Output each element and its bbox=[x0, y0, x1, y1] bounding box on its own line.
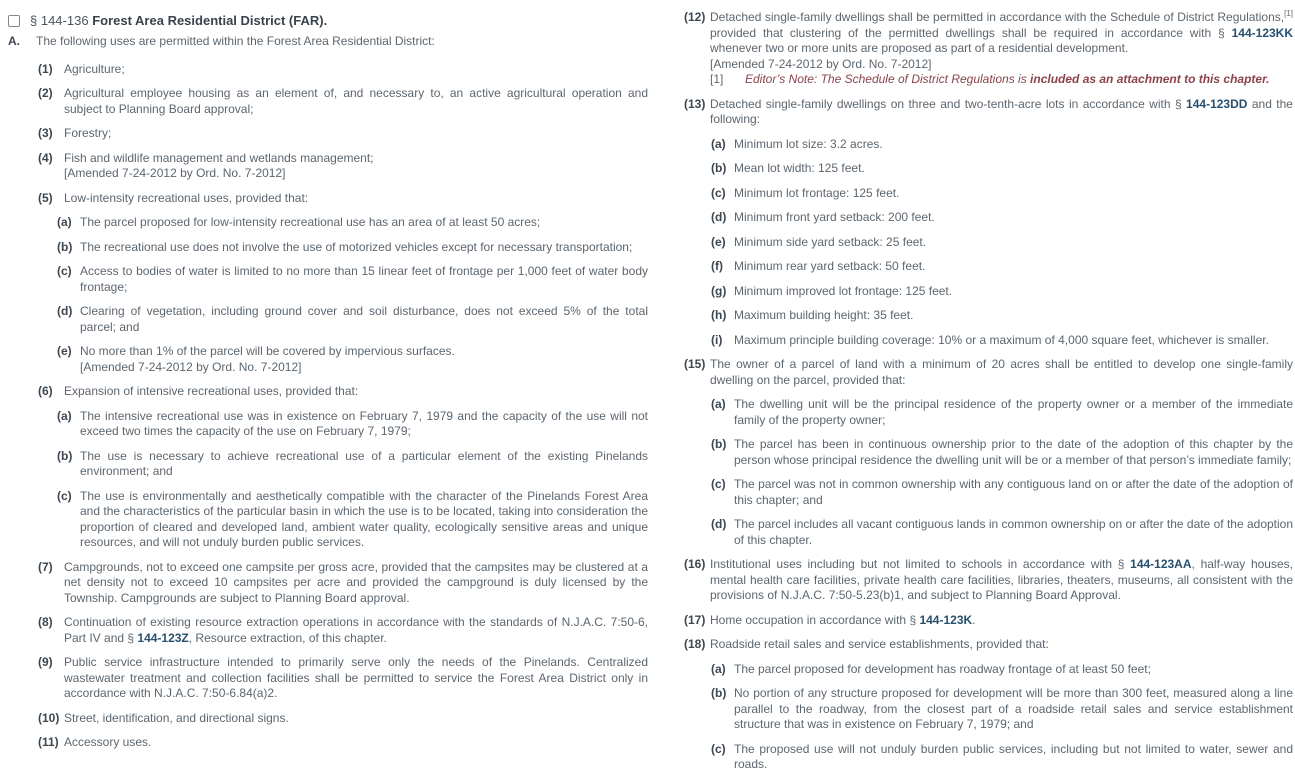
ordinance-subitem-18c bbox=[684, 742, 1293, 773]
section-title-text: Forest Area Residential District (FAR). bbox=[92, 13, 328, 28]
ordinance-subitem-5a bbox=[8, 215, 648, 231]
subitem-number: (b) bbox=[57, 239, 73, 254]
ordinance-subitem-15b bbox=[684, 437, 1293, 468]
ordinance-item-6 bbox=[8, 384, 648, 400]
ordinance-item-16 bbox=[684, 557, 1293, 604]
subitem-text: Maximum principle building coverage: 10% or a maximum of 4,000 square feet, whichever is smaller. bbox=[734, 332, 1269, 347]
item-text: Street, identification, and directional signs. bbox=[64, 710, 289, 725]
ordinance-subitem-13b bbox=[684, 161, 1293, 177]
item-text-part: Detached single-family dwellings shall be permitted in accordance with the Schedule of District Regulations, bbox=[710, 10, 1285, 24]
item-number: (3) bbox=[38, 126, 53, 140]
subitem-text: No more than 1% of the parcel will be covered by impervious surfaces. bbox=[80, 344, 455, 358]
subitem-text: The use is necessary to achieve recreational use of a particular element of the existing Pinelands environment; and bbox=[80, 448, 648, 478]
ordinance-item-4 bbox=[8, 151, 648, 182]
subitem-number: (e) bbox=[711, 234, 726, 249]
item-number: (4) bbox=[38, 150, 53, 165]
left-column bbox=[8, 0, 648, 751]
item-number: (8) bbox=[38, 615, 53, 629]
item-text-part: . bbox=[972, 612, 976, 627]
item-number: (18) bbox=[684, 637, 706, 651]
right-column bbox=[684, 0, 1293, 773]
item-number: (5) bbox=[38, 190, 53, 205]
section-reference-link[interactable]: 144-123KK bbox=[1231, 25, 1293, 40]
subitem-text: The parcel was not in common ownership with any contiguous land on or after the date of the adoption of this chapter; and bbox=[734, 477, 1293, 507]
ordinance-subitem-13f bbox=[684, 259, 1293, 275]
item-text-part: Detached single-family dwellings on three and two-tenth-acre lots in accordance with § bbox=[710, 96, 1187, 111]
subitem-text: The parcel proposed for low-intensity recreational use has an area of at least 50 acres; bbox=[80, 215, 541, 229]
ordinance-subitem-15d bbox=[684, 517, 1293, 548]
item-text: Agriculture; bbox=[64, 61, 125, 76]
subitem-number: (a) bbox=[711, 397, 726, 411]
ordinance-subitem-15c bbox=[684, 477, 1293, 508]
item-text bbox=[710, 557, 1293, 604]
section-header bbox=[8, 13, 648, 28]
editors-note-text bbox=[745, 72, 1269, 88]
item-text bbox=[710, 97, 1293, 128]
subitem-number: (b) bbox=[711, 686, 727, 700]
item-text: Public service infrastructure intended to primarily serve only the needs of the Pinelands. Centralized wastewater treatment and collection facilities shall be permitted to service the Forest Area District only in accordance with N.J.A.C. 7:50-6.84(a)2. bbox=[64, 655, 648, 700]
item-text: Expansion of intensive recreational uses, provided that: bbox=[64, 384, 359, 398]
item-text: Roadside retail sales and service establishments, provided that: bbox=[710, 637, 1049, 651]
ordinance-item-7 bbox=[8, 560, 648, 607]
item-number: (2) bbox=[38, 86, 53, 100]
section-reference-link[interactable]: 144-123AA bbox=[1130, 557, 1192, 571]
ordinance-subitem-13d bbox=[684, 210, 1293, 226]
subitem-number: (c) bbox=[711, 741, 726, 756]
ordinance-subitem-6c bbox=[8, 489, 648, 551]
item-text bbox=[710, 10, 1293, 57]
item-text: Fish and wildlife management and wetlands management; bbox=[64, 150, 374, 165]
ordinance-subitem-5e bbox=[8, 344, 648, 375]
item-number: (12) bbox=[684, 10, 706, 24]
item-number: (16) bbox=[684, 557, 706, 571]
ordinance-item-2 bbox=[8, 86, 648, 117]
subitem-number: (c) bbox=[711, 477, 726, 491]
subitem-number: (b) bbox=[711, 161, 727, 175]
item-text bbox=[710, 613, 1293, 629]
section-title bbox=[30, 13, 327, 28]
item-text: Campgrounds, not to exceed one campsite per gross acre, provided that the campsites may be clustered at a net density not to exceed 10 campsites per acre and provided the campground is duly licensed by the Township. Campgrounds are subject to Planning Board approval. bbox=[64, 559, 648, 605]
subitem-text: Minimum improved lot frontage: 125 feet. bbox=[734, 283, 953, 298]
amended-note: [Amended 7-24-2012 by Ord. No. 7-2012] bbox=[64, 166, 286, 180]
editors-note-text-part: Editor’s Note: The Schedule of District Regulations is bbox=[745, 72, 1031, 86]
subitem-text: Access to bodies of water is limited to no more than 15 linear feet of frontage per 1,000 feet of water body frontage; bbox=[80, 264, 648, 294]
subitem-number: (a) bbox=[57, 215, 72, 229]
ordinance-item-3 bbox=[8, 126, 648, 142]
ordinance-subitem-6a bbox=[8, 409, 648, 440]
subitem-text: No portion of any structure proposed for development will be more than 300 feet, measured along a line parallel to the roadway, from the closest part of a roadside retail sales and service establishment structure that was in existence on February 7, 1979; and bbox=[734, 686, 1293, 731]
subsection-text: The following uses are permitted within the Forest Area Residential District: bbox=[36, 34, 435, 48]
subitem-text: Minimum lot frontage: 125 feet. bbox=[734, 185, 900, 200]
subitem-number: (d) bbox=[57, 304, 73, 318]
ordinance-subitem-18a bbox=[684, 662, 1293, 678]
subitem-number: (i) bbox=[711, 332, 723, 347]
ordinance-subitem-5b bbox=[8, 240, 648, 256]
subitem-text: Minimum rear yard setback: 50 feet. bbox=[734, 259, 926, 273]
ordinance-item-18 bbox=[684, 637, 1293, 653]
ordinance-subitem-18b bbox=[684, 686, 1293, 733]
item-number: (15) bbox=[684, 357, 706, 371]
ordinance-subitem-13g bbox=[684, 284, 1293, 300]
subitem-number: (d) bbox=[711, 517, 727, 531]
subitem-text: Minimum front yard setback: 200 feet. bbox=[734, 210, 935, 224]
item-text: Forestry; bbox=[64, 126, 112, 140]
ordinance-item-12 bbox=[684, 10, 1293, 88]
item-number: (9) bbox=[38, 655, 53, 669]
section-reference-link[interactable]: 144-123Z bbox=[137, 630, 189, 645]
subitem-text: The proposed use will not unduly burden public services, including but not limited to water, sewer and roads. bbox=[734, 741, 1293, 771]
subitem-text: The intensive recreational use was in existence on February 7, 1979 and the capacity of the use will not exceed two times the capacity of the use on February 7, 1979; bbox=[80, 408, 648, 438]
subitem-number: (b) bbox=[711, 437, 727, 451]
subitem-number: (a) bbox=[711, 136, 726, 151]
item-number: (6) bbox=[38, 384, 53, 398]
item-text-part: Institutional uses including but not limited to schools in accordance with § bbox=[710, 557, 1131, 571]
ordinance-subitem-13e bbox=[684, 235, 1293, 251]
subitem-text: The dwelling unit will be the principal residence of the property owner or a member of the immediate family of the property owner; bbox=[734, 397, 1293, 427]
ordinance-subitem-5d bbox=[8, 304, 648, 335]
item-text-part: , Resource extraction, of this chapter. bbox=[188, 630, 387, 645]
subitem-number: (d) bbox=[711, 210, 727, 224]
item-number: (10) bbox=[38, 710, 60, 725]
subitem-number: (c) bbox=[711, 185, 726, 200]
ordinance-item-13 bbox=[684, 97, 1293, 128]
ordinance-item-8 bbox=[8, 615, 648, 646]
item-text bbox=[64, 615, 648, 646]
subitem-text: The use is environmentally and aesthetically compatible with the character of the Pinelands Forest Area and the characteristics of the particular basin in which the use is to be located, taking into consideration the proportion of cleared and developed land, ambient water quality, ecologically sensitive areas and unique resources, and will not unduly burden public services. bbox=[80, 488, 648, 549]
amended-note: [Amended 7-24-2012 by Ord. No. 7-2012] bbox=[710, 56, 932, 71]
ordinance-item-9 bbox=[8, 655, 648, 702]
item-text-part: Continuation of existing resource extraction operations in accordance with the standards of N.J.A.C. 7:50-6, Part IV and § bbox=[64, 615, 648, 645]
subitem-text: The parcel includes all vacant contiguous lands in common ownership on or after the date of the adoption of this chapter. bbox=[734, 517, 1294, 547]
item-text: The owner of a parcel of land with a minimum of 20 acres shall be entitled to develop one single-family dwelling on the parcel, provided that: bbox=[710, 357, 1293, 387]
subitem-number: (f) bbox=[711, 259, 723, 273]
subitem-text: The parcel proposed for development has roadway frontage of at least 50 feet; bbox=[734, 661, 1151, 676]
item-number: (17) bbox=[684, 612, 706, 627]
section-checkbox[interactable] bbox=[8, 15, 20, 27]
subitem-text: The parcel has been in continuous ownership prior to the date of the adoption of this chapter by the person whose principal residence the dwelling unit will be or a member of that person’s immediate family; bbox=[734, 437, 1293, 467]
ordinance-subitem-13a bbox=[684, 137, 1293, 153]
subitem-text: The recreational use does not involve the use of motorized vehicles except for necessary transportation; bbox=[80, 239, 633, 254]
ordinance-item-15 bbox=[684, 357, 1293, 388]
ordinance-subitem-13i bbox=[684, 333, 1293, 349]
item-text: Accessory uses. bbox=[64, 735, 152, 749]
section-number: § 144-136 bbox=[30, 13, 89, 28]
subitem-text: Maximum building height: 35 feet. bbox=[734, 308, 914, 322]
ordinance-subitem-6b bbox=[8, 449, 648, 480]
section-reference-link[interactable]: 144-123DD bbox=[1186, 96, 1248, 111]
subsection-label: A. bbox=[8, 34, 20, 48]
item-number: (11) bbox=[38, 735, 59, 749]
subitem-number: (c) bbox=[57, 264, 72, 278]
subitem-number: (a) bbox=[711, 661, 726, 676]
ordinance-subitem-15a bbox=[684, 397, 1293, 428]
subitem-number: (g) bbox=[711, 283, 727, 298]
subitem-number: (a) bbox=[57, 408, 72, 423]
subitem-text: Mean lot width: 125 feet. bbox=[734, 161, 865, 175]
subitem-text: Clearing of vegetation, including ground cover and soil disturbance, does not exceed 5% of the total parcel; and bbox=[80, 304, 648, 334]
item-text: Low-intensity recreational uses, provided that: bbox=[64, 190, 309, 205]
ordinance-subitem-5c bbox=[8, 264, 648, 295]
ordinance-item-1 bbox=[8, 62, 648, 78]
ordinance-subitem-13h bbox=[684, 308, 1293, 324]
editors-note-bold-part: included as an attachment to this chapter. bbox=[1030, 72, 1270, 86]
subsection-a bbox=[8, 34, 648, 50]
ordinance-item-17 bbox=[684, 613, 1293, 629]
ordinance-item-5 bbox=[8, 191, 648, 207]
item-text-part: provided that clustering of the permitted dwellings shall be required in accordance with § bbox=[710, 25, 1232, 40]
subitem-number: (c) bbox=[57, 488, 72, 503]
item-text: Agricultural employee housing as an element of, and necessary to, an active agricultural operation and subject to Planning Board approval; bbox=[64, 86, 648, 116]
subitem-text: Minimum lot size: 3.2 acres. bbox=[734, 136, 883, 151]
item-text-part: Home occupation in accordance with § bbox=[710, 612, 920, 627]
footnote-marker-link[interactable]: [1] bbox=[1284, 9, 1293, 18]
amended-note: [Amended 7-24-2012 by Ord. No. 7-2012] bbox=[80, 359, 302, 374]
item-text-part: , half-way houses, mental health care facilities, private health care facilities, libraries, theaters, museums, all consistent with the provisions of N.J.A.C. 7:50-5.23(b)1, and subject to Planning Board Approval. bbox=[710, 557, 1293, 602]
subitem-number: (b) bbox=[57, 448, 73, 463]
item-number: (7) bbox=[38, 559, 53, 574]
item-text-part: and the following: bbox=[710, 96, 1293, 126]
ordinance-subitem-13c bbox=[684, 186, 1293, 202]
item-number: (1) bbox=[38, 61, 53, 76]
ordinance-item-11 bbox=[8, 735, 648, 751]
section-reference-link[interactable]: 144-123K bbox=[919, 612, 973, 627]
item-text-part: whenever two or more units are proposed as part of a residential development. bbox=[710, 41, 1129, 55]
editors-note bbox=[710, 72, 1293, 88]
subitem-number: (h) bbox=[711, 308, 727, 322]
subitem-text: Minimum side yard setback: 25 feet. bbox=[734, 234, 927, 249]
editors-note-label: [1] bbox=[710, 72, 724, 86]
subitem-number: (e) bbox=[57, 344, 72, 358]
item-number: (13) bbox=[684, 96, 706, 111]
